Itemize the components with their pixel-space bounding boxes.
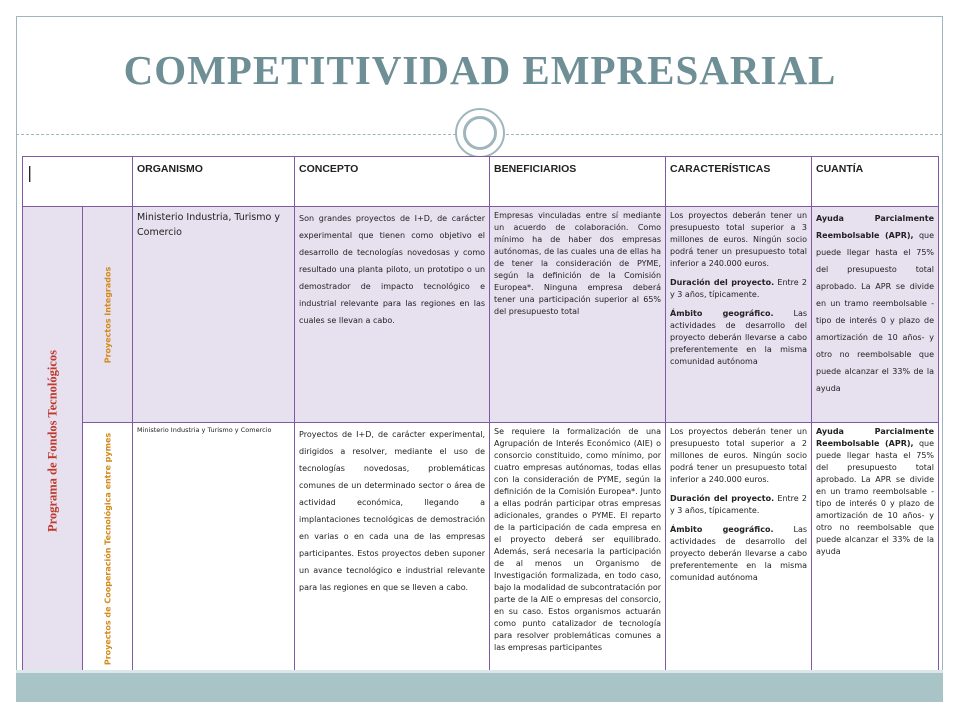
beneficiarios-cell: Se requiere la formalización de una Agrupación de Interés Económico (AIE) o consorcio constituido, como mínimo, por cuatro empresas autónomas, todas ellas con la consideración de PYME, según la definición de la Comisión Europea*. Junto a ellas podrán participar otras empresas adicionales, grandes o PYME. El reparto de la participación de cada empresa en el proyecto deberá ser equilibrado. Además, será necesaria la participación de al menos un Organismo de Investigación formalizada, en todo caso, bajo la modalidad de subcontratación por parte de la AIE o empresas del consorcio, en su caso. Estos organismos actuarán como punto catalizador de tecnología para resolver problemáticas comunes a las empresas participantes: [490, 423, 666, 675]
caracteristicas-budget: Los proyectos deberán tener un presupuesto total superior a 2 millones de euros. Ningún socio podrá tener un presupuesto total inferior a 240.000 euros.: [670, 427, 808, 484]
scope-heading: Ámbito geográfico.: [670, 309, 774, 318]
table-row: [23, 423, 939, 675]
duration-heading: Duración del proyecto.: [670, 494, 775, 503]
subprogram-cell: [83, 423, 133, 675]
subprogram-label: Proyectos Integrados: [103, 266, 112, 363]
concepto-cell: Son grandes proyectos de I+D, de carácter experimental que tienen como objetivo el desarrollo de tecnologías novedosas y como resultado una planta piloto, un prototipo o un demostrador de impacto tecnológico e industrial relevante para las regiones en las cuales se llevan a cabo.: [295, 207, 490, 423]
circle-ornament-icon: [455, 108, 505, 158]
cuantia-heading: Ayuda Parcialmente Reembolsable (APR),: [816, 427, 935, 448]
header-concepto: CONCEPTO: [295, 157, 490, 207]
header-blank: [23, 157, 133, 207]
header-caracteristicas: CARACTERÍSTICAS: [666, 157, 812, 207]
caracteristicas-cell: [666, 423, 812, 675]
cuantia-text: que puede llegar hasta el 75% del presupuesto total aprobado. La APR se divide en un tramo reembolsable - tipo de interés 0 y plazo de amortización de 10 años- y otro no reembolsable que puede alcanzar el 33% de la ayuda: [816, 439, 935, 556]
header-pipe: |: [27, 163, 33, 182]
cuantia-cell: [812, 423, 939, 675]
duration-text: Entre 2 y 3 años, típicamente.: [670, 278, 808, 299]
subprogram-cell: [83, 207, 133, 423]
caracteristicas-scope: [670, 524, 807, 584]
cuantia-heading: Ayuda Parcialmente Reembolsable (APR),: [816, 214, 935, 240]
scope-text: Las actividades de desarrollo del proyecto deberán llevarse a cabo preferentemente en la misma comunidad autónoma: [670, 309, 808, 366]
slide-title: COMPETITIVIDAD EMPRESARIAL: [123, 47, 837, 93]
scope-heading: Ámbito geográfico.: [670, 525, 774, 534]
title-divider-left: [16, 134, 456, 135]
program-cell: [23, 207, 83, 675]
organismo-cell: Ministerio Industria y Turismo y Comercio: [133, 423, 295, 675]
caracteristicas-duration: [670, 493, 807, 517]
duration-heading: Duración del proyecto.: [670, 278, 775, 287]
table-row: [23, 207, 939, 423]
scope-text: Las actividades de desarrollo del proyecto deberán llevarse a cabo preferentemente en la misma comunidad autónoma: [670, 525, 808, 582]
header-organismo: ORGANISMO: [133, 157, 295, 207]
concepto-cell: Proyectos de I+D, de carácter experimental, dirigidos a resolver, mediante el uso de tecnologías novedosas, problemáticas comunes de un determinado sector o área de actividad económica, llegando a implantaciones tecnológicas de demostración en varias o en cada una de las empresas participantes. Estos proyectos deben suponer un avance tecnológico e industrial relevante para las regiones en que se lleven a cabo.: [295, 423, 490, 675]
header-cuantia: CUANTÍA: [812, 157, 939, 207]
table-header-row: [23, 157, 939, 207]
subprogram-label: Proyectos de Cooperación Tecnológica entre pymes: [103, 432, 112, 665]
footer-bar-highlight: [16, 670, 943, 673]
funding-table: [22, 156, 939, 675]
program-label: Programa de Fondos Tecnológicos: [45, 349, 59, 532]
cuantia-text: que puede llegar hasta el 75% del presupuesto total aprobado. La APR se divide en un tramo reembolsable - tipo de interés 0 y plazo de amortización de 10 años- y otro no reembolsable que puede alcanzar el 33% de la ayuda: [816, 231, 935, 393]
cuantia-cell: [812, 207, 939, 423]
footer-bar: [16, 670, 943, 702]
caracteristicas-budget: Los proyectos deberán tener un presupuesto total superior a 3 millones de euros. Ningún socio podrá tener un presupuesto total inferior a 240.000 euros.: [670, 211, 808, 268]
header-beneficiarios: BENEFICIARIOS: [490, 157, 666, 207]
caracteristicas-cell: [666, 207, 812, 423]
beneficiarios-cell: Empresas vinculadas entre sí mediante un acuerdo de colaboración. Como mínimo ha de haber dos empresas autónomas, de las cuales una de ellas ha de tener la consideración de PYME, según la definición de la Comisión Europea*. Ninguna empresa deberá tener una participación superior al 65% del presupuesto total: [490, 207, 666, 423]
title-divider-right: [506, 134, 943, 135]
caracteristicas-duration: [670, 277, 807, 301]
caracteristicas-scope: [670, 308, 807, 368]
organismo-cell: Ministerio Industria, Turismo y Comercio: [133, 207, 295, 423]
duration-text: Entre 2 y 3 años, típicamente.: [670, 494, 808, 515]
